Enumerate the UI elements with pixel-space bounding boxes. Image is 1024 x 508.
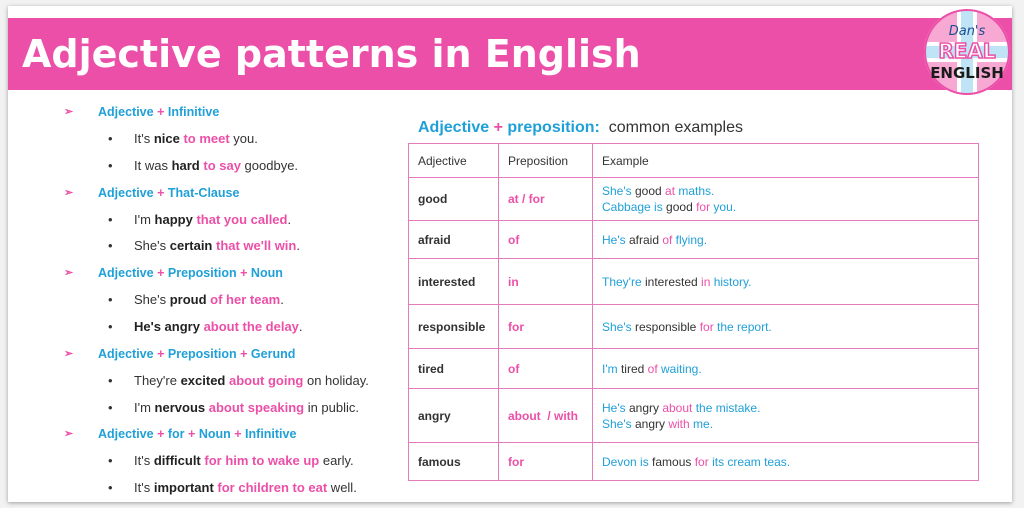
example-sentence: • She's certain that we'll win.	[64, 236, 394, 263]
table-row	[409, 349, 979, 389]
example-cell	[593, 389, 979, 443]
table-title: Adjective + preposition: common examples	[418, 119, 743, 136]
table-row	[409, 305, 979, 349]
example-cell	[593, 221, 979, 259]
example-sentence: • It's important for children to eat well.	[64, 478, 394, 505]
bullet-icon: •	[108, 131, 113, 146]
svg-text:REAL: REAL	[938, 39, 996, 63]
adjective-cell: angry	[409, 389, 499, 443]
page-title: Adjective patterns in English	[22, 32, 641, 76]
preposition-cell: in	[499, 259, 593, 305]
bullet-icon: •	[108, 157, 113, 173]
arrow-bullet-icon: ➢	[64, 106, 74, 118]
bullet-icon: •	[108, 453, 113, 469]
example-sentence: • It was hard to say goodbye.	[64, 156, 394, 183]
example-cell	[593, 443, 979, 481]
example-line: She's good at maths.	[602, 184, 715, 198]
example-line: I'm tired of waiting.	[602, 361, 702, 376]
bullet-icon: •	[108, 292, 113, 308]
preposition-cell: for	[499, 443, 593, 481]
column-header: Adjective	[409, 144, 499, 178]
example-sentence: • They're excited about going on holiday.	[64, 371, 394, 398]
bullet-icon: •	[108, 238, 113, 254]
svg-text:ENGLISH: ENGLISH	[930, 64, 1004, 82]
adjective-cell: responsible	[409, 305, 499, 349]
table-header-row	[409, 144, 979, 178]
example-line: He's angry about the mistake.	[602, 400, 761, 415]
preposition-cell: of	[499, 349, 593, 389]
example-line: Devon is famous for its cream teas.	[602, 454, 791, 469]
pattern-heading: ➢ Adjective + Preposition + Gerund	[64, 344, 394, 371]
example-cell	[593, 259, 979, 305]
preposition-cell: about / with	[499, 389, 593, 443]
bullet-icon: •	[108, 480, 113, 496]
arrow-bullet-icon: ➢	[64, 347, 74, 360]
preposition-cell: at / for	[499, 178, 593, 221]
table-row	[409, 389, 979, 443]
adjective-cell: good	[409, 178, 499, 221]
example-line: She's responsible for the report.	[602, 319, 772, 334]
table-row	[409, 221, 979, 259]
arrow-bullet-icon: ➢	[64, 267, 74, 280]
example-sentence: • She's proud of her team.	[64, 290, 394, 317]
adjective-cell: tired	[409, 349, 499, 389]
table-row	[409, 443, 979, 481]
dans-real-english-logo	[923, 8, 1011, 96]
example-sentence: • I'm happy that you called.	[64, 210, 394, 237]
table-row	[409, 178, 979, 221]
bullet-icon: •	[108, 372, 113, 388]
pattern-heading: ➢ Adjective + That-Clause	[64, 183, 394, 210]
preposition-cell: for	[499, 305, 593, 349]
bullet-icon: •	[108, 399, 113, 415]
patterns-list	[64, 102, 394, 505]
column-header: Preposition	[499, 144, 593, 178]
example-cell	[593, 349, 979, 389]
svg-text:Dan's: Dan's	[948, 24, 986, 39]
example-line: Cabbage is good for you.	[602, 200, 737, 214]
preposition-cell: of	[499, 221, 593, 259]
preposition-table	[408, 143, 979, 481]
adjective-cell: afraid	[409, 221, 499, 259]
example-line: He's afraid of flying.	[602, 232, 708, 247]
example-sentence: • It's difficult for him to wake up early.	[64, 451, 394, 478]
pattern-heading: ➢ Adjective + Preposition + Noun	[64, 263, 394, 290]
arrow-bullet-icon: ➢	[64, 186, 74, 199]
pattern-heading: ➢ Adjective + for + Noun + Infinitive	[64, 424, 394, 451]
arrow-bullet-icon: ➢	[64, 428, 74, 441]
example-sentence: • I'm nervous about speaking in public.	[64, 398, 394, 425]
column-header: Example	[593, 144, 979, 178]
example-line: She's angry with me.	[602, 416, 714, 431]
slide	[8, 6, 1012, 502]
adjective-cell: interested	[409, 259, 499, 305]
table-row	[409, 259, 979, 305]
adjective-cell: famous	[409, 443, 499, 481]
bullet-icon: •	[108, 318, 113, 334]
example-sentence: • It's nice to meet you.	[64, 129, 394, 156]
example-cell	[593, 305, 979, 349]
bullet-icon: •	[108, 211, 113, 227]
title-banner	[8, 18, 1012, 90]
example-line: They're interested in history.	[602, 274, 752, 289]
example-cell	[593, 178, 979, 221]
pattern-heading: ➢ Adjective + Infinitive	[64, 102, 394, 129]
example-sentence: • He's angry about the delay.	[64, 317, 394, 344]
